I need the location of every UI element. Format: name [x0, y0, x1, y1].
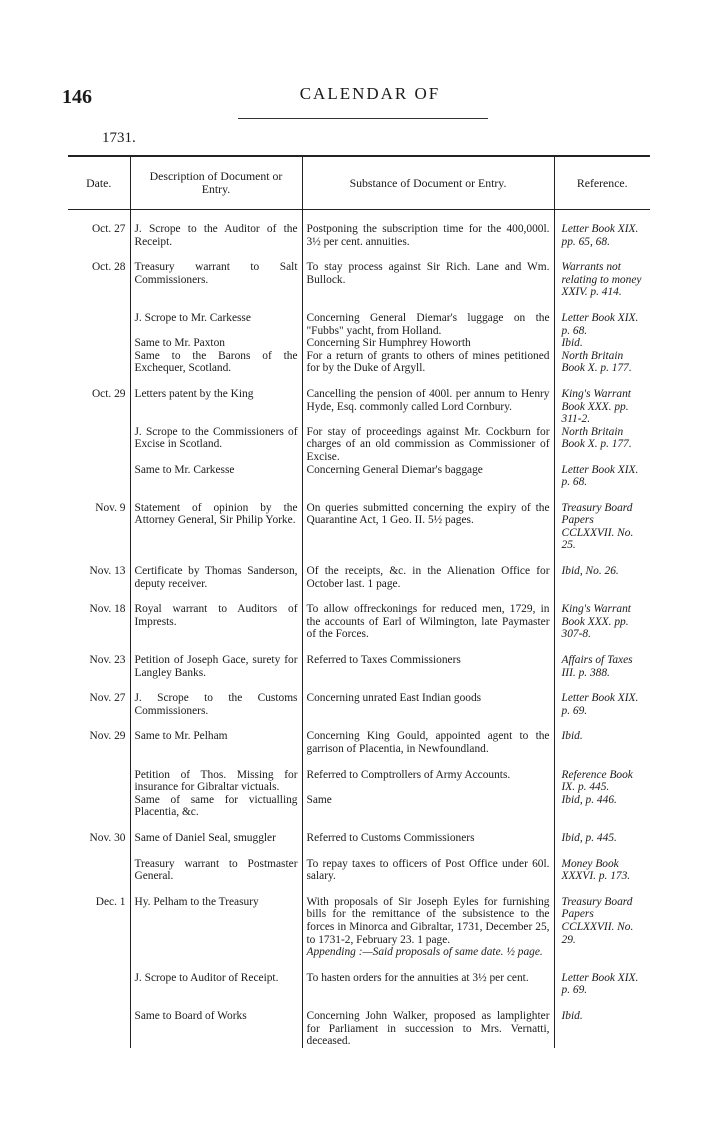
spacer-cell	[130, 375, 302, 388]
reference-cell: Ibid, p. 445.	[561, 831, 617, 844]
spacer-cell	[554, 717, 650, 730]
table-row	[68, 832, 650, 845]
table-row	[68, 223, 650, 248]
spacer-cell	[130, 959, 302, 972]
description-cell: Royal warrant to Auditors of Imprests.	[130, 603, 302, 641]
row-spacer	[68, 997, 650, 1010]
substance-cell: To allow offreckonings for reduced men, 1729, in the accounts of Earl of Wilmington, late Paymaster of the Forces.	[302, 603, 554, 641]
substance-text: With proposals of Sir Joseph Eyles for furnishing bills for the remittance of the subsistence to the forces in Minorca and Gibraltar, 1731, December 25, to 1731-2, February 23. 1 page.	[306, 895, 550, 946]
spacer-cell	[302, 679, 554, 692]
table-row	[68, 337, 650, 350]
description-cell: Hy. Pelham to the Treasury	[130, 896, 302, 959]
table-body	[68, 210, 650, 1048]
substance-cell: Concerning unrated East Indian goods	[302, 692, 554, 717]
row-spacer	[68, 590, 650, 603]
spacer-cell	[554, 679, 650, 692]
spacer-cell	[68, 552, 130, 565]
table-row	[68, 972, 650, 997]
table-row	[68, 654, 650, 679]
table-row	[68, 1010, 650, 1048]
spacer-cell	[554, 489, 650, 502]
substance-cell: Concerning General Diemar's luggage on the "Fubbs" yacht, from Holland.	[302, 312, 554, 337]
reference-cell: Money Book XXXVI. p. 173.	[561, 857, 631, 883]
table-row	[68, 794, 650, 819]
spacer-cell	[554, 883, 650, 896]
date-cell: Nov. 9	[95, 501, 126, 514]
date-cell	[68, 769, 130, 794]
reference-cell: Ibid.	[561, 1009, 583, 1022]
description-cell: Certificate by Thomas Sanderson, deputy receiver.	[130, 565, 302, 590]
spacer-cell	[68, 679, 130, 692]
reference-cell: North Britain Book X. p. 177.	[561, 349, 632, 375]
spacer-cell	[130, 590, 302, 603]
spacer-cell	[302, 845, 554, 858]
description-cell: Same to Board of Works	[130, 1010, 302, 1048]
spacer-cell	[68, 756, 130, 769]
reference-cell: King's Warrant Book XXX. pp. 311-2.	[561, 387, 631, 426]
col-header-substance: Substance of Document or Entry.	[302, 156, 554, 210]
date-cell: Nov. 23	[89, 654, 126, 667]
substance-cell	[302, 896, 554, 959]
spacer-cell	[302, 552, 554, 565]
spacer-cell	[302, 997, 554, 1010]
substance-cell: To hasten orders for the annuities at 3½ per cent.	[302, 972, 554, 997]
date-cell: Nov. 29	[89, 730, 126, 743]
spacer-cell	[130, 489, 302, 502]
calendar-table	[68, 155, 650, 1048]
description-cell: Letters patent by the King	[130, 388, 302, 426]
date-cell: Nov. 18	[89, 603, 126, 616]
spacer-cell	[130, 679, 302, 692]
description-cell: J. Scrope to Mr. Carkesse	[130, 312, 302, 337]
spacer-cell	[130, 248, 302, 261]
spacer-cell	[554, 375, 650, 388]
description-cell: Same to Mr. Pelham	[130, 730, 302, 755]
spacer-cell	[130, 641, 302, 654]
description-cell: Same to the Barons of the Exchequer, Scotland.	[130, 350, 302, 375]
spacer-cell	[554, 590, 650, 603]
col-header-reference: Reference.	[554, 156, 650, 210]
substance-cell: Concerning King Gould, appointed agent to the garrison of Placentia, in Newfoundland.	[302, 730, 554, 755]
spacer-cell	[68, 997, 130, 1010]
description-cell: Treasury warrant to Postmaster General.	[130, 858, 302, 883]
spacer-cell	[68, 375, 130, 388]
reference-cell: Letter Book XIX. p. 69.	[561, 692, 639, 717]
table-row	[68, 502, 650, 552]
reference-cell: Letter Book XIX. pp. 65, 68.	[561, 223, 639, 248]
row-spacer	[68, 248, 650, 261]
spacer-cell	[554, 552, 650, 565]
description-cell: Same to Mr. Paxton	[130, 337, 302, 350]
reference-cell: Reference Book IX. p. 445.	[561, 768, 633, 794]
row-spacer	[68, 845, 650, 858]
substance-cell: Concerning John Walker, proposed as lamplighter for Parliament in succession to Mrs. Vernatti, deceased.	[302, 1010, 554, 1048]
description-cell: Treasury warrant to Salt Commissioners.	[130, 261, 302, 299]
spacer-cell	[68, 845, 130, 858]
row-spacer	[68, 489, 650, 502]
date-cell: Nov. 13	[89, 565, 126, 578]
page-number: 146	[62, 86, 92, 108]
spacer-cell	[68, 248, 130, 261]
reference-cell: Ibid.	[561, 337, 583, 350]
date-cell	[68, 312, 130, 337]
substance-cell: Same	[302, 794, 554, 819]
description-cell: Petition of Joseph Gace, surety for Langley Banks.	[130, 654, 302, 679]
substance-cell: Postponing the subscription time for the 400,000l. 3½ per cent. annuities.	[302, 223, 554, 248]
table-header-row	[68, 156, 650, 210]
spacer-cell	[130, 299, 302, 312]
row-spacer	[68, 819, 650, 832]
table-row	[68, 603, 650, 641]
spacer-cell	[554, 641, 650, 654]
table-row	[68, 565, 650, 590]
spacer-cell	[554, 756, 650, 769]
date-cell	[68, 464, 130, 489]
spacer-cell	[554, 959, 650, 972]
substance-cell: Concerning General Diemar's baggage	[302, 464, 554, 489]
spacer-cell	[130, 997, 302, 1010]
spacer-cell	[554, 299, 650, 312]
date-cell: Oct. 29	[91, 387, 126, 400]
row-spacer	[68, 641, 650, 654]
spacer-cell	[302, 819, 554, 832]
spacer-cell	[302, 590, 554, 603]
spacer-cell	[302, 883, 554, 896]
spacer-cell	[68, 883, 130, 896]
col-header-description: Description of Document or Entry.	[130, 156, 302, 210]
reference-cell: Warrants not relating to money XXIV. p. 414.	[561, 261, 642, 299]
spacer-cell	[302, 299, 554, 312]
table-row	[68, 464, 650, 489]
year-heading: 1731.	[102, 130, 136, 146]
row-spacer	[68, 883, 650, 896]
spacer-cell	[68, 590, 130, 603]
table-row	[68, 261, 650, 299]
substance-cell: Referred to Comptrollers of Army Accounts.	[302, 769, 554, 794]
spacer-cell	[130, 717, 302, 730]
description-cell: J. Scrope to the Auditor of the Receipt.	[130, 223, 302, 248]
description-cell: J. Scrope to the Customs Commissioners.	[130, 692, 302, 717]
reference-cell: Ibid, No. 26.	[561, 565, 619, 578]
row-spacer	[68, 552, 650, 565]
row-spacer	[68, 375, 650, 388]
substance-cell: For stay of proceedings against Mr. Cockburn for charges of an old commission as Commissioner of Excise.	[302, 426, 554, 464]
row-spacer	[68, 679, 650, 692]
spacer-cell	[302, 756, 554, 769]
spacer-cell	[130, 883, 302, 896]
table-row	[68, 730, 650, 755]
date-cell: Oct. 27	[91, 223, 126, 235]
substance-cell: To stay process against Sir Rich. Lane and Wm. Bullock.	[302, 261, 554, 299]
description-cell: Same of Daniel Seal, smuggler	[130, 832, 302, 845]
table-row	[68, 896, 650, 959]
description-cell: Same to Mr. Carkesse	[130, 464, 302, 489]
date-cell	[68, 858, 130, 883]
spacer-cell	[130, 756, 302, 769]
spacer-cell	[554, 997, 650, 1010]
description-cell: Statement of opinion by the Attorney General, Sir Philip Yorke.	[130, 502, 302, 552]
row-spacer	[68, 210, 650, 224]
table-row	[68, 858, 650, 883]
date-cell: Dec. 1	[95, 895, 126, 908]
spacer-cell	[130, 210, 302, 224]
row-spacer	[68, 299, 650, 312]
spacer-cell	[554, 819, 650, 832]
substance-cell: Concerning Sir Humphrey Howorth	[302, 337, 554, 350]
date-cell	[68, 1010, 130, 1048]
table-row	[68, 350, 650, 375]
spacer-cell	[554, 248, 650, 261]
title-rule	[238, 118, 488, 119]
substance-cell: To repay taxes to officers of Post Office under 60l. salary.	[302, 858, 554, 883]
date-cell: Nov. 27	[89, 692, 126, 705]
reference-cell: King's Warrant Book XXX. pp. 307-8.	[561, 603, 631, 641]
spacer-cell	[130, 845, 302, 858]
spacer-cell	[68, 489, 130, 502]
table-row	[68, 769, 650, 794]
description-cell: J. Scrope to Auditor of Receipt.	[130, 972, 302, 997]
table-row	[68, 426, 650, 464]
spacer-cell	[68, 717, 130, 730]
page-title	[0, 84, 720, 104]
date-cell	[68, 337, 130, 350]
description-cell: J. Scrope to the Commissioners of Excise in Scotland.	[130, 426, 302, 464]
spacer-cell	[302, 641, 554, 654]
substance-cell: Referred to Taxes Commissioners	[302, 654, 554, 679]
date-cell: Oct. 28	[91, 261, 126, 274]
reference-cell: Affairs of Taxes III. p. 388.	[561, 654, 633, 679]
spacer-cell	[302, 375, 554, 388]
spacer-cell	[68, 819, 130, 832]
substance-cell: For a return of grants to others of mines petitioned for by the Duke of Argyll.	[302, 350, 554, 375]
reference-cell: Letter Book XIX. p. 69.	[561, 971, 639, 997]
spacer-cell	[130, 552, 302, 565]
substance-cell: Referred to Customs Commissioners	[302, 832, 554, 845]
table-row	[68, 312, 650, 337]
date-cell	[68, 972, 130, 997]
spacer-cell	[554, 845, 650, 858]
reference-cell: Ibid.	[561, 730, 583, 743]
reference-cell: Letter Book XIX. p. 68.	[561, 463, 639, 489]
substance-cell: On queries submitted concerning the expiry of the Quarantine Act, 1 Geo. II. 5½ pages.	[302, 502, 554, 552]
row-spacer	[68, 959, 650, 972]
spacer-cell	[68, 959, 130, 972]
date-cell: Nov. 30	[89, 831, 126, 844]
spacer-cell	[68, 299, 130, 312]
spacer-cell	[302, 210, 554, 224]
reference-cell: Letter Book XIX. p. 68.	[561, 311, 639, 337]
substance-cell: Cancelling the pension of 400l. per annum to Henry Hyde, Esq. commonly called Lord Cornbury.	[302, 388, 554, 426]
date-cell	[68, 426, 130, 464]
spacer-cell	[302, 248, 554, 261]
substance-cell: Of the receipts, &c. in the Alienation Office for October last. 1 page.	[302, 565, 554, 590]
reference-cell: Ibid, p. 446.	[561, 793, 617, 806]
spacer-cell	[302, 959, 554, 972]
description-cell: Petition of Thos. Missing for insurance for Gibraltar victuals.	[130, 769, 302, 794]
row-spacer	[68, 756, 650, 769]
appending-note: Appending :—Said proposals of same date. ½ page.	[306, 946, 543, 959]
reference-cell: Treasury Board Papers CCLXXVII. No. 29.	[561, 895, 634, 946]
spacer-cell	[302, 489, 554, 502]
spacer-cell	[302, 717, 554, 730]
table-row	[68, 388, 650, 426]
date-cell	[68, 794, 130, 819]
spacer-cell	[68, 210, 130, 224]
spacer-cell	[68, 641, 130, 654]
row-spacer	[68, 717, 650, 730]
reference-cell: North Britain Book X. p. 177.	[561, 425, 632, 451]
date-cell	[68, 350, 130, 375]
description-cell: Same of same for victualling Placentia, &c.	[130, 794, 302, 819]
col-header-date: Date.	[68, 156, 130, 210]
page-title-text: CALENDAR OF	[299, 84, 441, 103]
spacer-cell	[554, 210, 650, 224]
spacer-cell	[130, 819, 302, 832]
table-row	[68, 692, 650, 717]
reference-cell: Treasury Board Papers CCLXXVII. No. 25.	[561, 501, 634, 552]
